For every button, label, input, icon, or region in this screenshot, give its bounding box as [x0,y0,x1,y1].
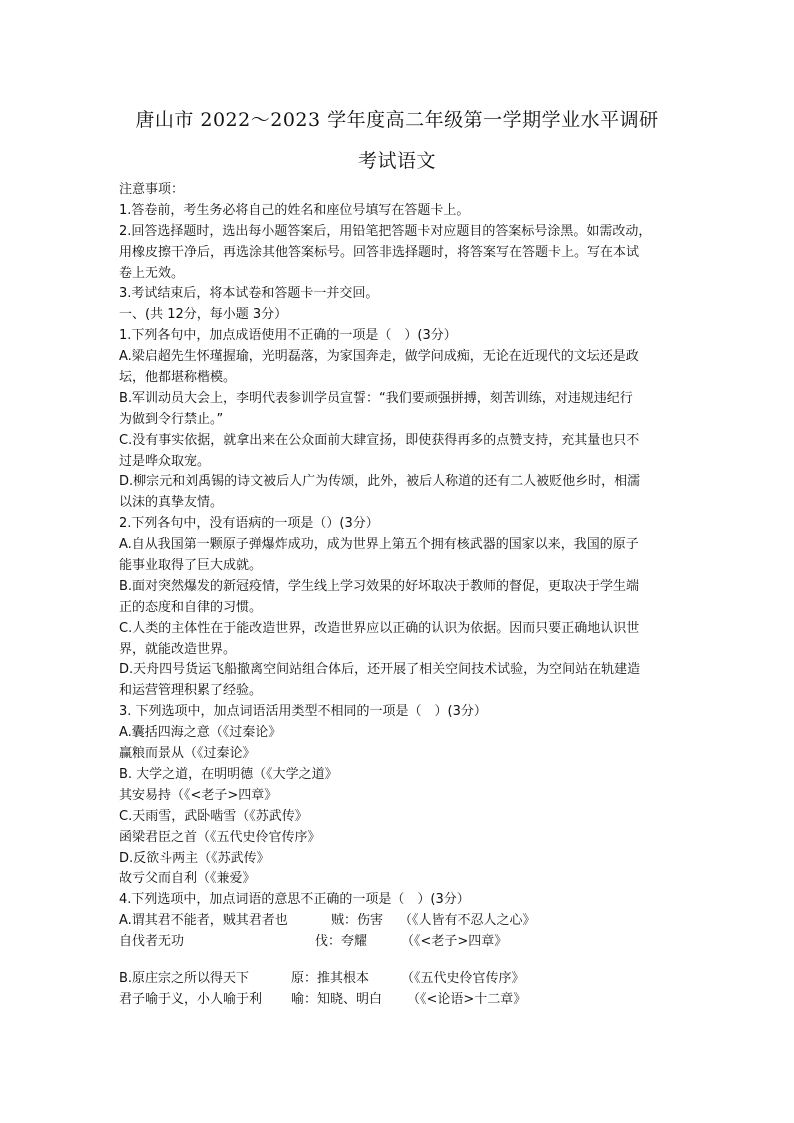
q2-option-c-cont: 界，就能改造世界。 [119,641,237,657]
q1-option-b-cont: 为做到令行禁止。” [119,411,224,427]
q1-option-d-cont: 以沫的真挚友情。 [119,495,224,511]
q1-option-b: B.军训动员大会上，李明代表参训学员宣誓：“我们要顽强拼搏，刻苦训练，对违规违纪行 [119,390,633,406]
note-2-line1: 2.回答选择题时，选出每小题答案后，用铅笔把答题卡对应题目的答案标号涂黑。如需改动， [119,223,652,239]
q4-a1-text: A.谓其君不能者，贼其君者也 [119,913,288,929]
q2-option-a-cont: 能事业取得了巨大成就。 [119,558,263,574]
exam-body [119,180,679,1011]
q4-b2-text: 君子喻于义，小人喻于利 [119,991,263,1007]
q2-option-a: A.自从我国第一颗原子弹爆炸成功，成为世界上第五个拥有核武器的国家以来，我国的原子 [119,537,639,553]
q4-a1-source: （《人皆有不忍人之心》 [399,913,536,929]
q4-b1-source: （《五代史伶官传序》 [401,970,525,986]
q4-option-b-line1 [119,969,679,990]
note-1: 1.答卷前，考生务必将自己的姓名和座位号填写在答题卡上。 [119,202,470,218]
exam-title-line2: 考试语文 [357,150,436,172]
q4-a2-text: 自伐者无功 [119,934,185,950]
q1-option-c: C.没有事实依据，就拿出来在公众面前大肆宣扬，即使获得再多的点赞支持，充其量也只不 [119,432,640,448]
q4-option-a-line2 [119,932,679,953]
q3-option-a-line1: A.囊括四海之意（《过秦论》 [119,725,282,741]
q4-a1-gloss: 贼：伤害 [331,913,384,929]
q2-stem: 2.下列各句中，没有语病的一项是（）(3分） [119,516,379,532]
notes-heading: 注意事项： [119,182,185,197]
note-2-line3: 卷上无效。 [119,265,185,281]
note-3: 3.考试结束后，将本试卷和答题卡一并交回。 [119,286,379,302]
spacer [119,953,679,969]
q2-option-b: B.面对突然爆发的新冠疫情，学生线上学习效果的好坏取决于教师的督促，更取决于学生端 [119,578,640,594]
q3-option-c-line2: 函梁君臣之首（《五代史伶官传序》 [119,829,321,845]
q2-option-b-cont: 正的态度和自律的习惯。 [119,599,263,615]
q3-stem: 3. 下列选项中，加点词语活用类型不相同的一项是（ ）(3分） [119,704,487,720]
q1-option-a: A.梁启超先生怀瑾握瑜，光明磊落，为家国奔走，做学问成痴，无论在近现代的文坛还是政 [119,349,639,365]
q2-option-c: C.人类的主体性在于能改造世界，改造世界应以正确的认识为依据。因而只要正确地认识世 [119,620,640,636]
q2-option-d: D.天舟四号货运飞船撤离空间站组合体后，还开展了相关空间技术试验，为空间站在轨建造 [119,662,641,678]
q3-option-a-line2: 赢粮而景从（《过秦论》 [119,746,256,762]
q3-option-b-line2: 其安易持（《<老子>四章》 [119,787,278,803]
q1-stem: 1.下列各句中，加点成语使用不正确的一项是（ ）(3分） [119,328,457,344]
exam-title-line1: 唐山市 2022～2023 学年度高二年级第一学期学业水平调研 [135,109,659,131]
section-1-heading: 一、(共 12分，每小题 3分） [119,307,288,323]
q4-b1-text: B.原庄宗之所以得天下 [119,970,250,986]
q4-option-b-line2 [119,990,679,1011]
q3-option-c-line1: C.天雨雪，武卧啮雪（《苏武传》 [119,808,308,824]
q4-option-a-line1 [119,911,679,932]
q3-option-b-line1: B. 大学之道，在明明德（《大学之道》 [119,766,338,782]
q1-option-d: D.柳宗元和刘禹锡的诗文被后人广为传颂，此外，被后人称道的还有二人被贬他乡时，相濡 [119,474,641,490]
q4-b2-source: （《<论语>十二章》 [407,991,527,1007]
q4-stem: 4.下列选项中，加点词语的意思不正确的一项是（ ）(3分） [119,892,470,908]
q4-b2-gloss: 喻：知晓、明白 [291,991,383,1007]
q4-b1-gloss: 原：推其根本 [291,970,370,986]
q3-option-d-line2: 故亏父而自利（《兼爱》 [119,871,256,887]
q1-option-c-cont: 过是哗众取宠。 [119,453,211,469]
q4-a2-source: （《<老子>四章》 [401,934,508,950]
q3-option-d-line1: D.反欲斗两主（《苏武传》 [119,850,270,866]
note-2-line2: 用橡皮擦干净后，再选涂其他答案标号。回答非选择题时，将答案写在答题卡上。写在本试 [119,244,640,260]
q4-a2-gloss: 伐：夸耀 [315,934,368,950]
q2-option-d-cont: 和运营管理积累了经验。 [119,683,263,699]
q1-option-a-cont: 坛，他都堪称楷模。 [119,370,237,386]
